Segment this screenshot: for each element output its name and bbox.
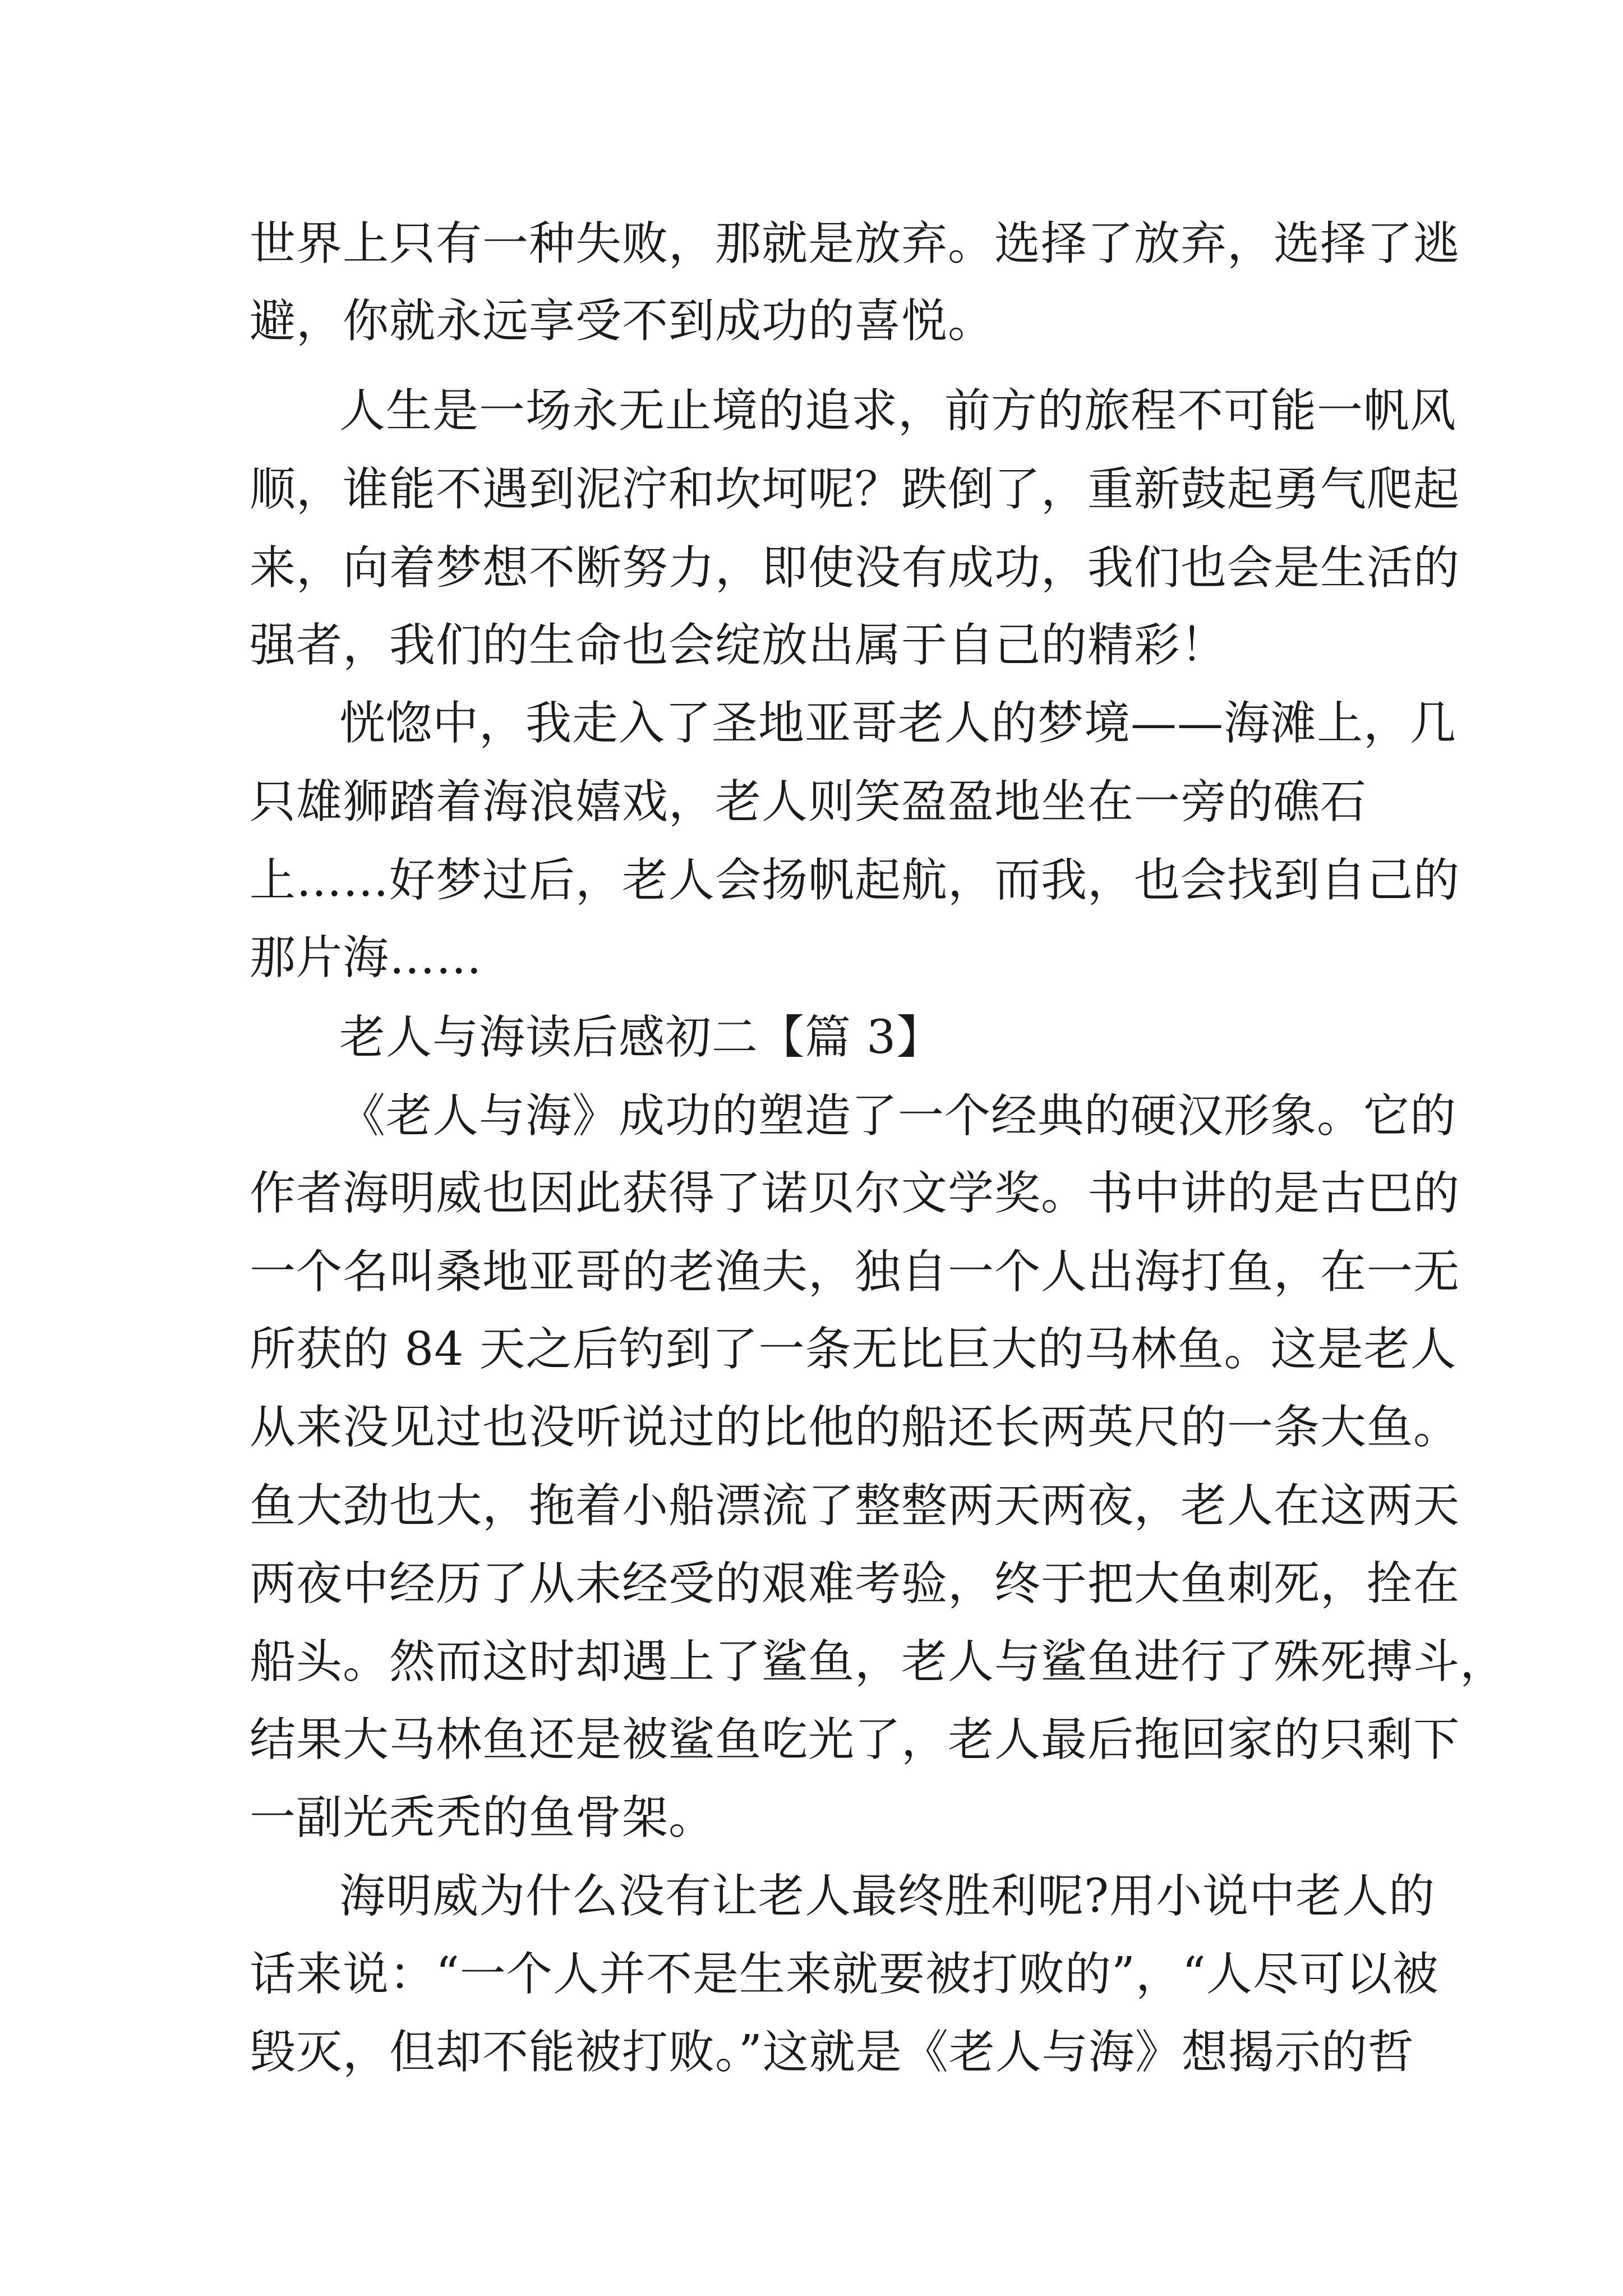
text-line: 鱼大劲也大，拖着小船漂流了整整两天两夜，老人在这两天	[250, 1479, 1460, 1533]
text-line: 一个名叫桑地亚哥的老渔夫，独自一个人出海打鱼，在一无	[250, 1245, 1460, 1299]
text-line: 海明威为什么没有让老人最终胜利呢?用小说中老人的	[339, 1870, 1435, 1923]
text-line: 一副光秃秃的鱼骨架。	[250, 1791, 716, 1844]
text-line: 船头。然而这时却遇上了鲨鱼，老人与鲨鱼进行了殊死搏斗，	[250, 1635, 1507, 1688]
text-line: 作者海明威也因此获得了诺贝尔文学奖。书中讲的是古巴的	[250, 1167, 1460, 1220]
section-heading: 老人与海读后感初二【篇 3】	[339, 1011, 943, 1064]
text-line: 只雄狮踏着海浪嬉戏，老人则笑盈盈地坐在一旁的礁石	[250, 775, 1367, 829]
text-line: 从来没见过也没听说过的比他的船还长两英尺的一条大鱼。	[250, 1401, 1460, 1454]
text-line: 人生是一场永无止境的追求，前方的旅程不可能一帆风	[339, 384, 1457, 438]
text-line: 上……好梦过后，老人会扬帆起航，而我，也会找到自己的	[250, 854, 1460, 907]
text-line: 世界上只有一种失败，那就是放弃。选择了放弃，选择了逃	[250, 217, 1460, 270]
text-line: 来，向着梦想不断努力，即使没有成功，我们也会是生活的	[250, 541, 1460, 595]
text-line: 结果大马林鱼还是被鲨鱼吃光了，老人最后拖回家的只剩下	[250, 1713, 1460, 1766]
text-line: 《老人与海》成功的塑造了一个经典的硬汉形象。它的	[339, 1089, 1457, 1143]
text-line: 两夜中经历了从未经受的艰难考验，终于把大鱼刺死，拴在	[250, 1557, 1460, 1611]
text-line: 话来说：“一个人并不是生来就要被打败的”，“人尽可以被	[250, 1948, 1439, 2001]
text-line: 毁灭，但却不能被打败。”这就是《老人与海》想揭示的哲	[250, 2026, 1414, 2079]
text-line: 顺，谁能不遇到泥泞和坎坷呢？跌倒了，重新鼓起勇气爬起	[250, 463, 1460, 516]
text-line: 避，你就永远享受不到成功的喜悦。	[250, 295, 995, 348]
text-line: 恍惚中，我走入了圣地亚哥老人的梦境——海滩上，几	[339, 697, 1457, 750]
text-line: 那片海……	[250, 931, 483, 984]
text-line: 所获的 84 天之后钓到了一条无比巨大的马林鱼。这是老人	[250, 1323, 1457, 1376]
text-line: 强者，我们的生命也会绽放出属于自己的精彩！	[250, 619, 1228, 672]
